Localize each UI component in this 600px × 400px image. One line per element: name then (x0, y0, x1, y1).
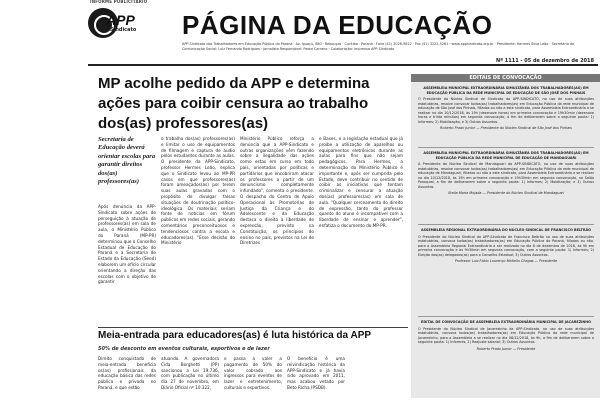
article-column-4: e Bases, e a legislação estadual que já proíbe a utilização de aparelhos ou equipamentos eletrônicos durante as aulas para fins que não sejam pedagógicos. Para Hermes, a determinação do Ministério Público é importante e, após ser cumprida pelo Estado, deve contribuir no sentido de coibir as iniciativas que tentam criminalizar e censurar a atuação dos(as) professores(as) em sala de aula. "Qualquer cerceamento do direito de expressão, tanto do professor quanto do aluno é incompatível com a liberdade de ensinar e aprender", enfatiza o documento do MP-PR. (319, 136, 403, 228)
second-article-subtitle: 50% de desconto em eventos culturais, esportivos e de lazer (98, 346, 270, 352)
article-column-3: Ministério Público reforça a denúncia que a APP-Sindicato e outras organizações vêm fazendo sobre a ilegalidade das ações como estas em curso em todo país, orientadas por políticas e partidários que encobriram atacar os professores a partir de um denuncismo completamente infundado", comenta o presidente. O despacho do Centro de Apoio Operacional às Promotorias de Justiça da Criança e do Adolescente e da Educação destaca o direito à liberdade de expressão, previsto na Constituição, os princípios do ensino no país, previstos na Lei de Diretrizes (240, 136, 314, 246)
article-column-1: Após denúncia da APP-Sindicato sobre ações de perseguição à atuação de professores(as) em sala de aula, o Ministério Público do Paraná (MP-PR) determinou que o Conselho Estadual de Educação do Paraná e a Secretaria de Estado da Educação (Seed) elaborem um ofício circular orientando a direção das escolas com o objetivo de garantir (98, 204, 156, 285)
notice-signature: Roberto Prado Junior — Presidente do Núcleo Sindical de São José dos Pinhais (440, 126, 572, 130)
header-divider (88, 64, 598, 66)
advertising-tag: INFORME PUBLICITÁRIO (90, 0, 148, 4)
notice-mandaguari (418, 151, 594, 196)
logo-subtitle: Sindicato (110, 27, 137, 33)
notice-body: A Presidente do Núcleo Sindical de Mandaguari da APP-SINDICATO, no uso de suas atribuições estatutárias, resolve convocar todos(as) trabalhadores(as) em Educação Pública da rede municipal de educação de Mandaguari, filiados ou não a este sindicato, para Assembleia Extraordinária a se realizar no dia 10/12/2018, às 19h em primeira convocação e 19h30min em segunda convocação, no Salão Paroquial, a fim de deliberarem sobre a seguinte pauta: 1) Informes; 2) Mobilização; e 3) Outros Assuntos. (418, 162, 594, 189)
notice-jacarezinho (418, 320, 594, 351)
second-column-2: atuando. A governadora Cida Borghetti (PP) sancionou a Lei 19.736, com publicação no último dia 27 de novembro, em Diário Oficial nº 10.322, (161, 356, 219, 390)
notice-title: ASSEMBLEIA REGIONAL EXTRAORDINÁRIA DO NÚCLEO SINDICAL DE FRANCISCO BELTRÃO (421, 228, 591, 232)
notice-signature: Stella Maria Mojada — Presidente do Núcleo Sindical de Mandaguari (448, 191, 564, 195)
app-sindicato-logo (88, 8, 137, 38)
logo-brand: APP (106, 12, 135, 28)
second-column-1: Direito conquistado de meia-entrada beneficia os(as) profissionais da educação básica das redes pública e privada no Paraná, e que estão (98, 356, 156, 390)
second-column-4: O benefício é uma reivindicação histórica da APP-Sindicato e já havia sido aprovado em 2011, mas acabou vetado por Beto Richa (PSDB). (287, 356, 345, 390)
top-strip (0, 0, 600, 5)
notice-divider (418, 224, 594, 225)
notice-title: EDITAL DE CONVOCAÇÃO DE ASSEMBLEIA EXTRAORDINÁRIA MUNICIPAL DE JACAREZINHO (421, 320, 591, 324)
notice-sao-jose (418, 86, 594, 131)
notice-signature: Roberto Prado Junior — Presidente (476, 346, 536, 351)
notice-body: O Presidente do Núcleo Sindical da APP-Sindicato de Francisco Beltrão no uso de suas atribuições estatutárias, convoca todos(as) trabalhadores(as) em Educação Pública do Paraná, filiados ou não, para a Assembleia Regional Extraordinária a ser realizada no dia 8 de dezembro de 2018, às 9h em primeira convocação e às 9h30min em segunda convocação, com a seguinte pauta: 1) Informes; 2) Eleição dos(as) delegados(as) para o Conselho Estadual; 3) Outros Assuntos. (418, 234, 594, 257)
edition-date: Nº 1111 - 05 de dezembro de 2018 (496, 58, 594, 64)
notice-title: ASSEMBLEIA MUNICIPAL EXTRAORDINÁRIA SIMULTÂNEA DOS TRABALHADORES(AS) EM EDUCAÇÃO PÚBLICA DA REDE MUNICIPAL DE EDUCAÇÃO DE SÃO JOSÉ DOS PINHAIS (423, 86, 589, 95)
article-column-2: o trabalho dos(as) professores(as) e limitar o uso de equipamentos de filmagem e captura de áudio pelos estudantes durante as aulas. O presidente da APP-Sindicato, professor Hermes Leão, explica que o Sindicato levou ao MP-PR casos em que professores(as) foram ameaçados(as) por terem suas aulas gravadas com o propósito de divulgar falsas situações de doutrinação político-ideológica. Os materiais seriam fonte de notícias em fórum públicos em redes sociais, gerando comentários preconceituosos e tendenciosos contra a escola e educadores(as). "Esse decisão do Ministério (161, 136, 235, 246)
notice-body: O Presidente do Núcleo Sindical de Jacarezinho da APP-Sindicato, no uso de suas atribuições estatutárias, convoca todos(as) trabalhadores(as) em Educação Pública da rede municipal de Jacarezinho, para a Assembleia a se realizar no dia 08/12/2018, às 9h, a fim de deliberarem sobre a seguinte pauta: 1) Informes; 2) Reajuste salarial; 3) Outros Assuntos. (418, 326, 594, 344)
notice-signature: Professor Luiz Fábio Lourenço Matiello Chagas — Presidente (454, 259, 558, 263)
notices-heading: EDITAIS DE CONVOCAÇÃO (411, 74, 600, 82)
notice-divider (418, 316, 594, 317)
article-intro: Secretaria de Educação deverá orientar escolas para garantir direitos dos(as) professores(as) (98, 136, 156, 186)
page-title: PÁGINA DA EDUCAÇÃO (182, 10, 493, 40)
notice-title: ASSEMBLEIA MUNICIPAL EXTRAORDINÁRIA SIMULTÂNEA DOS TRABALHADORES(AS) EM EDUCAÇÃO PÚBLICA DA REDE MUNICIPAL DE EDUCAÇÃO DE MANDAGUARI (423, 151, 589, 160)
article-headline: MP acolhe pedido da APP e determina ações para coibir censura ao trabalho dos(as) professores(as) (98, 75, 370, 132)
second-column-3: e passa a valer a pagamento de 50% do valor cobrado aos ingressos para eventos de lazer e entretenimento, culturais e esportivos. (224, 356, 282, 390)
notice-body: O Presidente do Núcleo Sindical de Sindicato da APP-SINDICATO, no uso de suas atribuições estatutárias, resolve convocar todos(as) trabalhadores(as) em Educação Pública da rede municipal de educação de São José dos Pinhais, filiados ou não a este sindicato, para Assembleia Extraordinária a se realizar no dia 10/12/2018, às 19h (dezenove horas) em primeira convocação e 19h30min (dezenove horas e trinta minutos) em segunda convocação, a fim de deliberarem sobre a seguinte pauta: 1) Informes; 2) Mobilização; e 3) Outros Assuntos. (418, 97, 594, 124)
notice-francisco-beltrao (418, 228, 594, 264)
notice-divider (418, 147, 594, 148)
masthead-info: APP-Sindicato dos Trabalhadores em Educação Pública do Paraná · Av. Iguaçu, 880 · Rebouças · Curitiba · Paraná · Fone (41) 3026-9822 · Fax (41) 3222-5261 · www.appsindicato.org.br · Presidente: Hermes Silva Leão · Secretário de Comunicação Social: Luiz Fernando Rodrigues · Jornalista Responsável: Pedro Carrano · Colaboração: Imprensa APP-Sindicato (182, 42, 575, 51)
second-article-title: Meia-entrada para educadores(as) é luta histórica da APP (98, 330, 372, 341)
section-divider (98, 327, 408, 328)
